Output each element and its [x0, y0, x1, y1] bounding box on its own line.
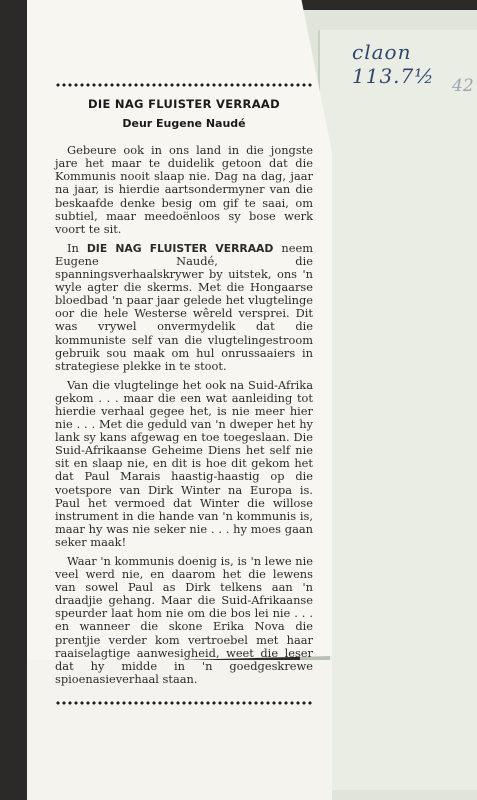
paragraph-3: Van die vlugtelinge het ook na Suid-Afrika gekom . . . maar die een wat aanleiding tot hierdie verhaal gegee het, is nie meer hier nie . . . Met die geduld van 'n dweper het hy lank sy kans afgewag en toe toegeslaan. Die Suid-Afrikaanse Geheime Diens het self nie sit en slaap nie, en dit is hoe dit gekom het dat Paul Marais haastig-haastig op die voetspore van Dirk Winter na Europa is. Paul het vermoed dat Winter die willose instrument in die hande van 'n kommunis is, maar hy was nie seker nie . . . hy moes gaan seker maak!	[55, 377, 313, 549]
paragraph-2-title: DIE NAG FLUISTER VERRAAD	[86, 241, 274, 255]
book-endpaper	[318, 30, 477, 790]
handwritten-note: claon 113.7½	[352, 40, 435, 88]
paragraph-4: Waar 'n kommunis doenig is, is 'n lewe nie veel werd nie, en daarom het die lewens van sowel Paul as Dirk telkens aan 'n draadjie gehang. Maar die Suid-Afrikaanse speurder laat hom nie om die bos lei nie . . . en wanneer die skone Erika Nova die prentjie verder kom vertroebel met haar raaiselagtige aanwesigheid, weet die leser dat hy midde in 'n goedgeskrewe spioenasieverhaal staan.	[55, 554, 313, 686]
paragraph-2-prefix: In	[67, 240, 79, 255]
top-ornament-border	[55, 82, 313, 88]
blurb	[55, 82, 313, 706]
bottom-ornament-border	[55, 700, 313, 706]
paragraph-1: Gebeure ook in ons land in die jongste jare het maar te duidelik getoon dat die Kommunis nooit slaap nie. Dag na dag, jaar na jaar, is hierdie aartsondermyner van die beskaafde denke besig om gif te saai, om subtiel, maar meedoënloos sy bose werk voort te sit.	[55, 143, 313, 236]
book-title: DIE NAG FLUISTER VERRAAD	[88, 97, 280, 111]
paragraph-2-text: neem Eugene Naudé, die spanningsverhaalskrywer by uitstek, ons 'n wyle agter die skerms. Met die Hongaarse bloedbad 'n paar jaar gelede het vlugtelinge oor die hele Westerse wêreld versprei. Dit was vrywel onvermydelik dat die kommuniste self van die vlugtelingestroom gebruik sou maak om hul onrussaaiers in strategiese plekke in te stoot.	[55, 240, 313, 373]
paragraph-2	[55, 242, 313, 373]
handwritten-number: 42	[452, 76, 474, 96]
book-author: Deur Eugene Naudé	[122, 117, 246, 131]
